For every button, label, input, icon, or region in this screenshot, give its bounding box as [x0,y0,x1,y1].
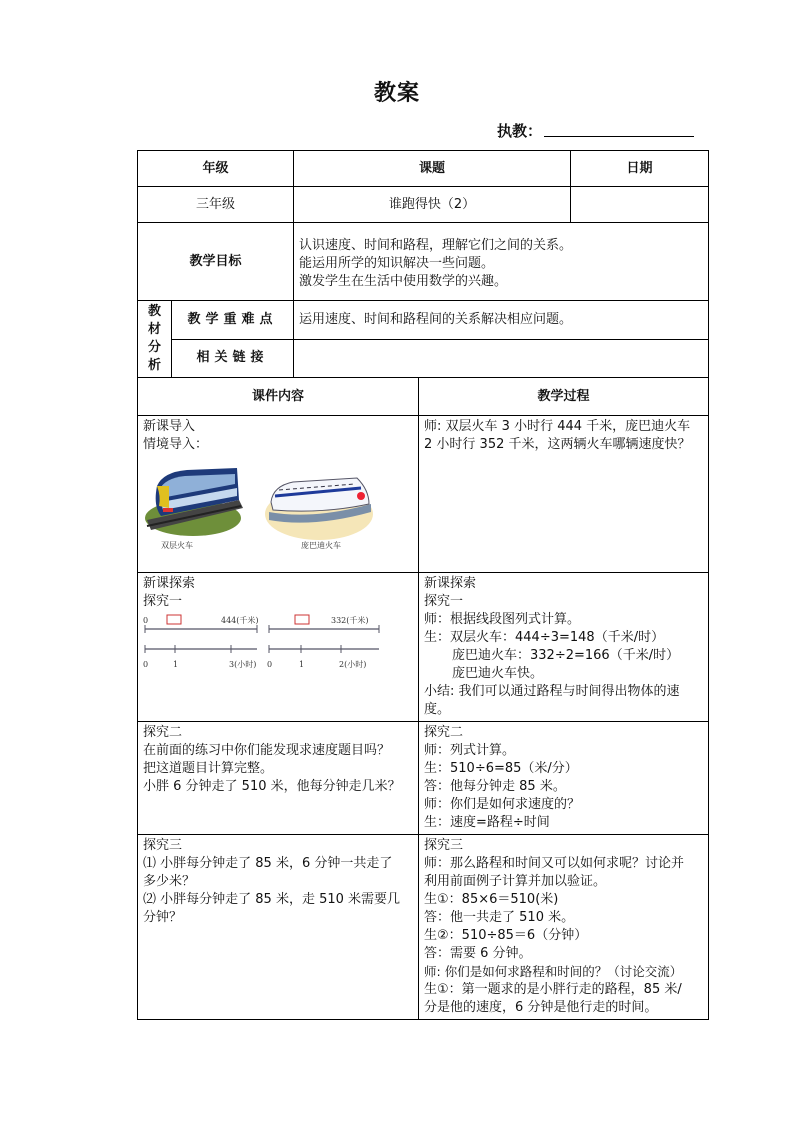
process-line: 师：那么路程和时间又可以如何求呢？讨论并 [424,856,685,871]
header-values-row [138,187,709,223]
process-line: 2 小时行 352 千米，这两辆火车哪辆速度快？ [424,437,691,452]
right-bottom-start-label: 0 [267,660,273,669]
left-top-start-label: 0 [143,616,149,625]
intro-row [138,416,709,573]
content-line: 探究二 [143,725,183,740]
left-train-caption: 双层火车 [161,541,193,550]
process-line: 庞巴迪火车快。 [452,666,544,681]
process-line: 答：他一共走了 510 米。 [424,910,575,925]
bombardier-train-image [265,478,373,550]
process-line: 生①：第一题求的是小胖行走的路程，85 米/ [424,982,682,997]
process-column-header: 教学过程 [419,378,709,416]
process-line: 小结: 我们可以通过路程与时间得出物体的速 [424,684,680,699]
content-line: ⑵ 小胖每分钟走了 85 米，走 510 米需要几 [143,892,401,907]
explore2-process [419,722,709,835]
process-line: 生：双层火车：444÷3=148（千米/时） [424,630,665,645]
key-points-label: 教学重难点 [172,301,294,340]
process-line: 生：速度=路程÷时间 [424,815,550,830]
explore3-content [138,835,419,1020]
content-line: 在前面的练习中你们能发现求速度题目吗？ [143,743,391,758]
left-distance-label: 444(千米) [221,616,259,625]
process-line: 新课探索 [424,576,477,591]
topic-value: 谁跑得快（2） [294,187,571,223]
content-column-header: 课件内容 [138,378,419,416]
content-line: 新课探索 [143,576,196,591]
content-line: 探究一 [143,594,183,609]
content-line: 小胖 6 分钟走了 510 米，他每分钟走几米？ [143,779,401,794]
date-header: 日期 [571,151,709,187]
explore3-process [419,835,709,1020]
goal-item: 能运用所学的知识解决一些问题。 [299,255,495,271]
process-line: 生②：510÷85＝6（分钟） [424,928,588,943]
content-line: 把这道题目计算完整。 [143,761,274,776]
grade-value: 三年级 [138,187,294,223]
key-points-row [138,301,709,340]
process-line: 答：他每分钟走 85 米。 [424,779,566,794]
process-line: 答：需要 6 分钟。 [424,946,532,961]
content-line: 分钟？ [143,910,183,925]
material-analysis-label: 教 材 分 析 [138,301,172,378]
header-row [138,151,709,187]
explore3-row [138,835,709,1020]
links-label: 相关链接 [172,339,294,378]
process-line: 生：510÷6=85（米/分） [424,761,578,776]
columns-header-row [138,378,709,416]
process-line: 师: 双层火车 3 小时行 444 千米，庞巴迪火车 [424,419,691,434]
content-line: 探究三 [143,838,183,853]
content-line: 新课导入 [143,419,196,434]
process-line: 师：列式计算。 [424,743,516,758]
teacher-underline [544,136,694,137]
process-line: 生①：85×6＝510(米) [424,892,559,907]
process-line: 庞巴迪火车：332÷2=166（千米/时） [452,648,680,663]
explore1-process [419,573,709,722]
lesson-plan-table [137,150,709,1020]
topic-header: 课题 [294,151,571,187]
date-value [571,187,709,223]
right-distance-label: 332(千米) [331,616,369,625]
double-decker-train-image [145,468,243,550]
right-tick-label: 1 [299,660,305,669]
process-line: 师：根据线段图列式计算。 [424,612,581,627]
right-train-caption: 庞巴迪火车 [301,541,341,550]
intro-process [419,416,709,573]
teacher-label: 执教： [497,122,543,140]
left-bottom-start-label: 0 [143,660,149,669]
intro-content [138,416,419,573]
trains-illustration [143,456,375,556]
explore1-row [138,573,709,722]
goal-item: 激发学生在生活中使用数学的兴趣。 [299,273,508,289]
grade-header: 年级 [138,151,294,187]
explore2-content [138,722,419,835]
process-line: 师：你们是如何求速度的？ [424,797,581,812]
explore2-row [138,722,709,835]
segment-diagram [143,613,383,673]
left-tick-label: 1 [173,660,179,669]
goals-row [138,223,709,301]
right-question-box [295,615,309,624]
process-line: 度。 [424,702,451,717]
right-time-label: 2(小时) [339,660,367,669]
process-line: 探究二 [424,725,464,740]
key-points-value: 运用速度、时间和路程间的关系解决相应问题。 [294,301,709,340]
content-line: 情境导入： [143,437,209,452]
content-line: 多少米？ [143,874,196,889]
left-time-label: 3(小时) [229,660,257,669]
process-line: 师: 你们是如何求路程和时间的？（讨论交流） [424,964,683,979]
process-line: 利用前面例子计算并加以验证。 [424,874,607,889]
process-line: 探究一 [424,594,464,609]
links-row [138,339,709,378]
links-value [294,339,709,378]
explore1-content [138,573,419,722]
goals-label: 教学目标 [138,223,294,301]
left-question-box [167,615,181,624]
process-line: 探究三 [424,838,464,853]
document-title: 教案 [373,81,420,106]
process-line: 分是他的速度，6 分钟是他行走的时间。 [424,1000,658,1015]
goals-content [294,223,709,301]
content-line: ⑴ 小胖每分钟走了 85 米，6 分钟一共走了 [143,856,393,871]
goal-item: 认识速度、时间和路程，理解它们之间的关系。 [299,237,573,253]
